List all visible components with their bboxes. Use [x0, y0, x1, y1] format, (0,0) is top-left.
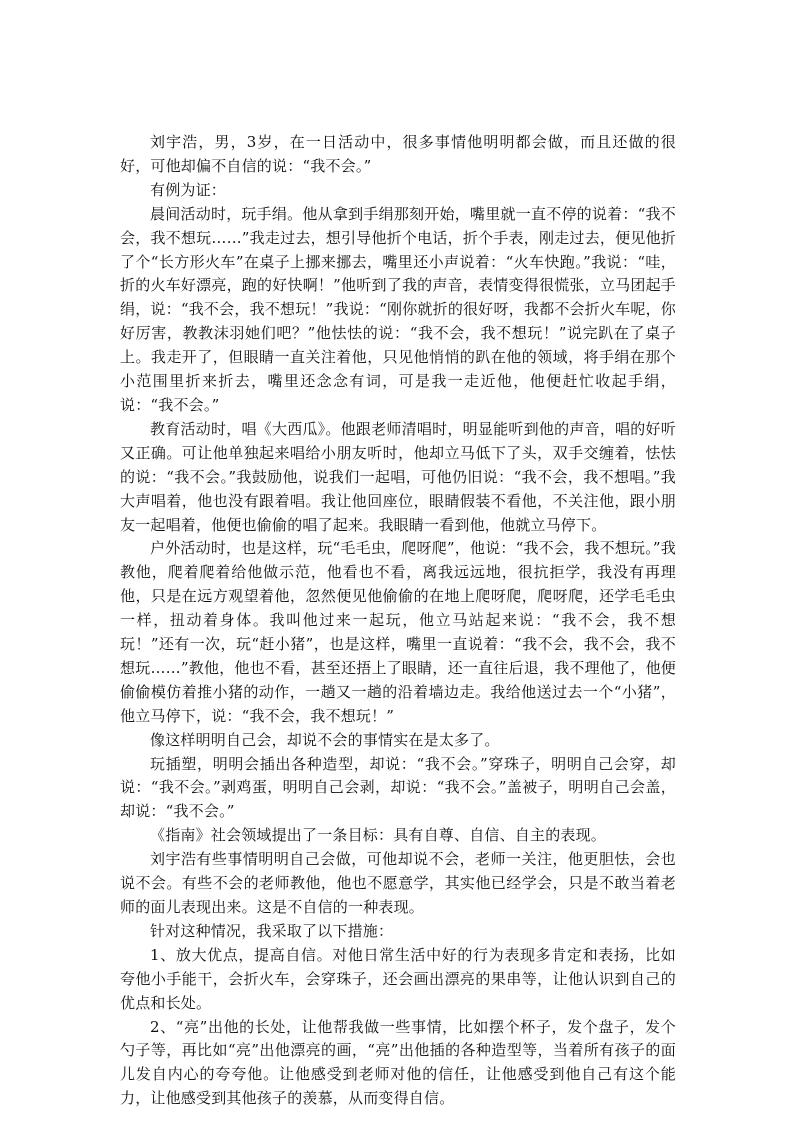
paragraph-morning-activity: 晨间活动时，玩手绢。他从拿到手绢那刻开始，嘴里就一直不停的说着：“我不会，我不想玩……”我走过去，想引导他折个电话，折个手表，刚走过去，便见他折了个“长方形火车”在桌子上挪来挪去，嘴里还小声说着：“火车快跑。”我说：“哇，折的火车好漂亮，跑的好快啊！”他听到了我的声音，表情变得很慌张，立马团起手绢，说：“我不会，我不想玩！”我说：“刚你就折的很好呀，我都不会折火车呢，你好厉害，教教沫羽她们吧？”他怯怯的说：“我不会，我不想玩！”说完趴在了桌子上。我走开了，但眼睛一直关注着他，只见他悄悄的趴在他的领域，将手绢在那个小范围里折来折去，嘴里还念念有词，可是我一走近他，他便赶忙收起手绢，说：“我不会。” — [120, 204, 676, 414]
paragraph-measure-1: 1、放大优点，提高自信。对他日常生活中好的行为表现多肯定和表扬，比如夸他小手能干，会折火车，会穿珠子，还会画出漂亮的果串等，让他认识到自己的优点和长处。 — [120, 945, 676, 1012]
paragraph-analysis: 刘宇浩有些事情明明自己会做，可他却说不会，老师一关注，他更胆怯，会也说不会。有些不会的老师教他，他也不愿意学，其实他已经学会，只是不敢当着老师的面儿表现出来。这是不自信的一种表现。 — [120, 850, 676, 916]
paragraph-measure-2: 2、“亮”出他的长处，让他帮我做一些事情，比如摆个杯子，发个盘子，发个勺子等，再比如“亮”出他漂亮的画，“亮”出他插的各种造型等，当着所有孩子的面儿发自内心的夸夸他。让他感受到老师对他的信任，让他感受到他自己有这个能力，让他感受到其他孩子的羡慕，从而变得自信。 — [120, 1017, 676, 1108]
paragraph-more-examples: 玩插塑，明明会插出各种造型，却说：“我不会。”穿珠子，明明自己会穿，却说：“我不会。”剥鸡蛋，明明自己会剥，却说：“我不会。”盖被子，明明自己会盖，却说：“我不会。” — [120, 754, 676, 821]
paragraph-summary: 像这样明明自己会，却说不会的事情实在是太多了。 — [150, 730, 500, 749]
paragraph-outdoor-activity: 户外活动时，也是这样，玩“毛毛虫，爬呀爬”，他说：“我不会，我不想玩。”我教他，爬着爬着给他做示范，他看也不看，离我远远地，很抗拒学，我没有再理他，只是在远方观望着他，忽然便见他偷偷的在地上爬呀爬，爬呀爬，还学毛毛虫一样，扭动着身体。我叫他过来一起玩，他立马站起来说：“我不会，我不想玩！”还有一次，玩“赶小猪”，也是这样，嘴里一直说着：“我不会，我不会，我不想玩……”教他，他也不看，甚至还捂上了眼睛，还一直往后退，我不理他了，他便偷偷模仿着推小猪的动作，一趟又一趟的沿着墙边走。我给他送过去一个“小猪”，他立马停下，说：“我不会，我不想玩！” — [120, 539, 676, 725]
paragraph-guideline: 《指南》社会领域提出了一条目标：具有自尊、自信、自主的表现。 — [150, 826, 607, 845]
paragraph-education-activity: 教育活动时，唱《大西瓜》。他跟老师清唱时，明显能听到他的声音，唱的好听又正确。可让他单独起来唱给小朋友听时，他却立马低下了头，双手交缠着，怯怯的说：“我不会。”我鼓励他，说我们一起唱，可他仍旧说：“我不会，我不想唱。”我大声唱着，他也没有跟着唱。我让他回座位，眼睛假装不看他，不关注他，跟小朋友一起唱着，他便也偷偷的唱了起来。我眼睛一看到他，他就立马停下。 — [120, 419, 676, 534]
document-body — [120, 131, 676, 1111]
paragraph-example-heading: 有例为证： — [150, 180, 227, 199]
paragraph-intro: 刘宇浩，男，3岁，在一日活动中，很多事情他明明都会做，而且还做的很好，可他却偏不自信的说：“我不会。” — [120, 133, 676, 175]
paragraph-measures-heading: 针对这种情况，我采取了以下措施： — [150, 921, 394, 940]
